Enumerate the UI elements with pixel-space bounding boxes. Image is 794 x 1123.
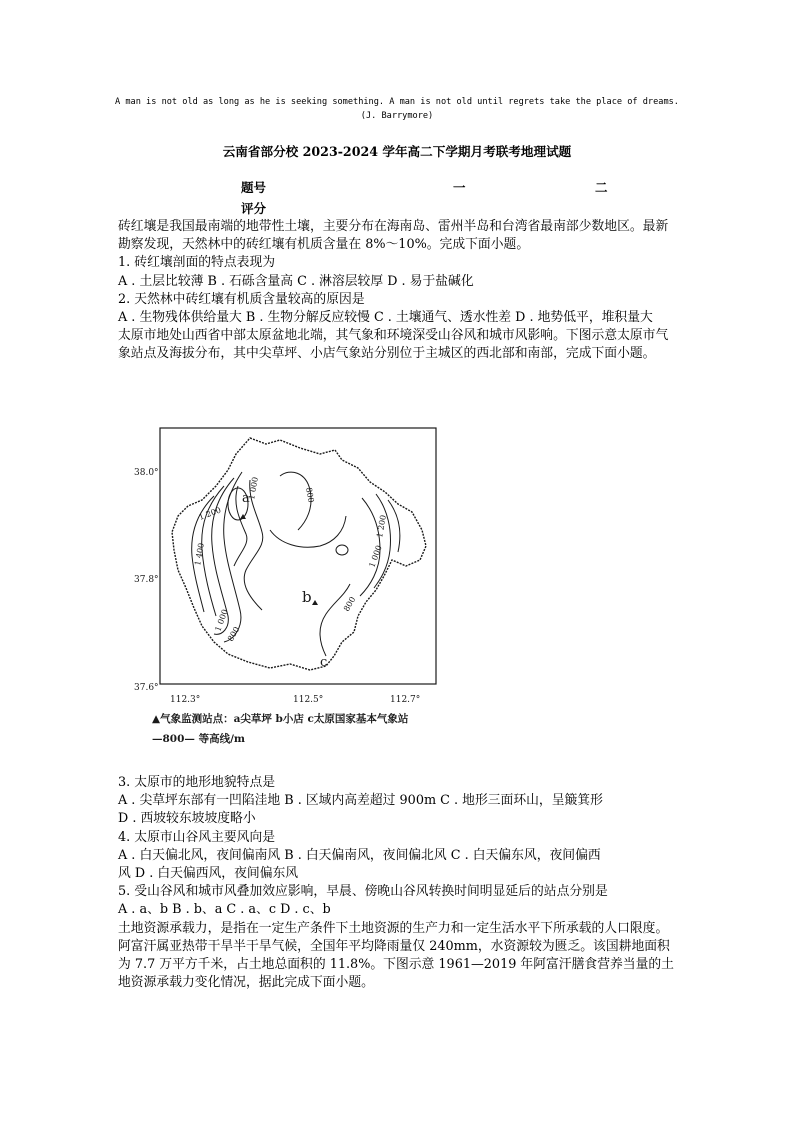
question-3: 3. 太原市的地形地貌特点是 bbox=[118, 775, 276, 790]
score-row-label-score: 评分 bbox=[241, 201, 267, 216]
contour-label-3: 1 200 bbox=[197, 505, 223, 522]
question-5-options: A . a、b B . b、a C . a、c D . c、b bbox=[118, 902, 331, 918]
station-label-a: a bbox=[242, 491, 250, 506]
contour-center bbox=[270, 516, 346, 547]
page-title: 云南省部分校 2023-2024 学年高二下学期月考联考地理试题 bbox=[222, 144, 572, 159]
score-row-label-number: 题号 bbox=[241, 180, 267, 195]
contour-label-2: 800 bbox=[304, 486, 316, 504]
contour-east-2 bbox=[374, 494, 390, 588]
contour-south bbox=[320, 584, 350, 656]
contour-label-6: 800 bbox=[225, 625, 242, 643]
lat-label-37-6: 37.6° bbox=[134, 683, 159, 693]
contour-east-closed bbox=[336, 545, 348, 555]
station-marker-b bbox=[312, 600, 318, 605]
contour-label-5: 1 000 bbox=[213, 608, 230, 633]
lon-label-112-3: 112.3° bbox=[170, 695, 201, 705]
station-label-c: c bbox=[320, 655, 328, 670]
lat-label-38-0: 38.0° bbox=[134, 468, 159, 478]
lat-label-37-8: 37.8° bbox=[134, 575, 159, 585]
legend-stations: ▲气象监测站点：a尖草坪 b小店 c太原国家基本气象站 bbox=[152, 713, 409, 725]
quote-line-1: A man is not old as long as he is seeking something. A man is not old until regrets take the place of dreams. bbox=[115, 97, 679, 107]
score-col-1: 一 bbox=[453, 180, 466, 195]
section-1-intro: 砖红壤是我国最南端的地带性土壤，主要分布在海南岛、雷州半岛和台湾省最南部少数地区。最新勘察发现，天然林中的砖红壤有机质含量在 8%～10%。完成下面小题。 bbox=[118, 219, 669, 253]
question-4: 4. 太原市山谷风主要风向是 bbox=[118, 829, 276, 845]
question-5: 5. 受山谷风和城市风叠加效应影响，早晨、傍晚山谷风转换时间明显延后的站点分别是 bbox=[118, 884, 608, 900]
contour-label-9: 800 bbox=[341, 595, 358, 613]
question-2: 2. 天然林中砖红壤有机质含量较高的原因是 bbox=[118, 291, 365, 307]
contour-label-1: 1 000 bbox=[247, 476, 260, 501]
question-2-options: A . 生物残体供给量大 B . 生物分解反应较慢 C . 土壤通气、透水性差 D . 地势低平，堆积量大 bbox=[118, 310, 653, 326]
lon-label-112-7: 112.7° bbox=[390, 695, 421, 705]
contour-label-4: 1 400 bbox=[193, 542, 206, 567]
section-1 bbox=[118, 218, 678, 364]
taiyuan-elevation-map bbox=[130, 420, 460, 760]
contour-label-7: 1 200 bbox=[375, 514, 388, 539]
contour-label-8: 1 000 bbox=[367, 544, 384, 569]
question-1-options: A . 土层比较薄 B . 石砾含量高 C . 淋溶层较厚 D . 易于盐碱化 bbox=[118, 273, 474, 289]
question-4-options-a: A . 白天偏北风，夜间偏南风 B . 白天偏南风，夜间偏北风 C . 白天偏东风，夜间偏西 bbox=[118, 847, 601, 863]
question-4-options-b: 风 D . 白天偏西风，夜间偏东风 bbox=[118, 866, 299, 882]
section-3 bbox=[118, 774, 678, 992]
question-1: 1. 砖红壤剖面的特点表现为 bbox=[118, 255, 276, 271]
section-3-intro: 土地资源承载力，是指在一定生产条件下土地资源的生产力和一定生活水平下所承载的人口限度。阿富汗属亚热带干旱半干旱气候，全国年平均降雨量仅 240mm，水资源较为匮乏。该国耕地面积为 7.7 万平方千米，占土地总面积的 11.8%。下图示意 1961—2019 年阿富汗膳食营养当量的土地资源承载力变化情况，据此完成下面小题。 bbox=[118, 920, 674, 991]
score-col-2: 二 bbox=[595, 180, 608, 195]
legend-contour: —800— 等高线/m bbox=[152, 733, 246, 745]
question-3-options-a: A . 尖草坪东部有一凹陷洼地 B . 区域内高差超过 900m C . 地形三面环山，呈簸箕形 bbox=[118, 793, 603, 809]
station-label-b: b bbox=[302, 588, 312, 606]
city-boundary bbox=[172, 438, 426, 670]
lon-label-112-5: 112.5° bbox=[293, 695, 324, 705]
question-3-options-b: D . 西坡较东坡坡度略小 bbox=[118, 811, 256, 827]
quote-attribution: (J. Barrymore) bbox=[360, 111, 434, 121]
section-2-intro: 太原市地处山西省中部太原盆地北端，其气象和环境深受山谷风和城市风影响。下图示意太原市气象站点及海拔分布，其中尖草坪、小店气象站分别位于主城区的西北部和南部，完成下面小题。 bbox=[118, 328, 669, 362]
